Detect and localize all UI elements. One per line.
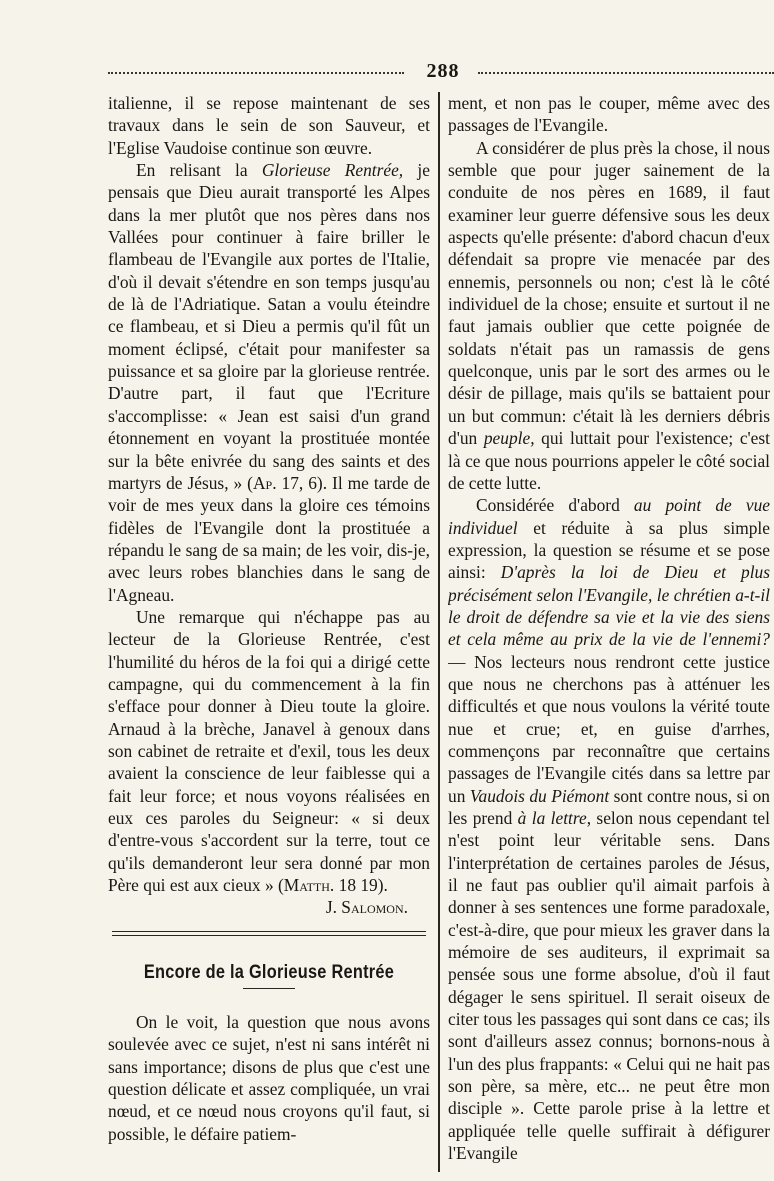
- paragraph: On le voit, la question que nous avons soulevée avec ce sujet, n'est ni sans intérêt ni sans importance; disons de plus que c'est une question délicate et assez compliquée, un vrai nœud, et ce nœud nous croyons qu'il faut, si possible, le défaire patiem-: [108, 1012, 430, 1144]
- paragraph: italienne, il se repose maintenant de ses travaux dans le sein de son Sauveur, et l'Eglise Vaudoise continue son œuvre.: [108, 93, 430, 158]
- text-run: 19).: [356, 875, 388, 896]
- text-run: , selon nous cependant tel n'est point leur véritable sens. Dans l'interprétation de certaines paroles de Jésus, il ne faut pas oublier qu'il aimait parfois à donner à ses sentences une forme paradoxale, c'est-à-dire, que pour mieux les graver dans la mémoire de ses auditeurs, il exprimait sa pensée sous une forme absolue, d'où il faut dégager le sens spirituel. Il serait oiseux de citer tous les passages qui sont dans ce cas; ils sont d'ailleurs assez connus; bornons-nous à l'un des plus frappants: « Celui qui ne hait pas son père, sa mère, etc... ne peut être mon disciple ». Cette parole prise à la lettre et appliquée telle quelle suffirait à défigurer l'Evangile: [448, 808, 770, 1164]
- text-run: Considérée d'abord: [476, 495, 634, 516]
- column-divider: [438, 92, 440, 1172]
- header-rule-right: [478, 72, 774, 74]
- article-title: Encore de la Glorieuse Rentrée: [143, 961, 395, 983]
- italic-word: peuple,: [483, 428, 535, 449]
- italic-phrase: à la lettre: [517, 808, 587, 828]
- text-run: qui luttait pour l'existence; c'est là ce que nous pourrions appeler le côté social de cette lutte.: [448, 428, 770, 493]
- text-run: et réduite à sa plus simple expression, la question se résume et se pose ainsi:: [448, 517, 770, 583]
- text-run: sont contre nous, si on les prend: [448, 785, 770, 828]
- author-signature: J. Salomon.: [325, 897, 408, 918]
- bible-reference: Matth. 18: [283, 875, 357, 896]
- text-run: En relisant la: [136, 160, 262, 181]
- page-number: 288: [426, 60, 460, 82]
- text-run: — Nos lecteurs nous rendront cette justice que nous ne cherchons pas à atténuer les difficultés et que nous voulons la vérité toute nue et crue; et, en guise d'arrhes, commençons par reconnaître que certains passages de l'Evangile cités dans sa lettre par un: [448, 651, 770, 806]
- italic-phrase: au point de vue individuel: [448, 495, 770, 538]
- paragraph: [108, 606, 430, 896]
- text-run: Une remarque qui n'échappe pas au lecteur de la Glorieuse Rentrée, c'est l'humilité du héros de la foi qui a dirigé cette campagne, qui du commencement à la fin s'efface pour donner à Dieu toute la gloire. Arnaud à la brèche, Janavel à genoux dans son cabinet de retraite et d'exil, tous les deux avaient la conscience de leur faiblesse qui a fait leur force; et nous voyons réalisées en eux ces paroles du Seigneur: « si deux d'entre-vous s'accordent sur la terre, tout ce qu'ils demanderont leur sera donné par mon Père qui est aux cieux » (: [108, 606, 430, 896]
- page-header: [108, 60, 774, 82]
- text-run: ). Il me tarde de voir de mes yeux dans la gloire ces témoins fidèles de l'Evangile dont la prostituée a répandu le sang de sa main; de les voir, dis-je, avec leurs robes blanchies dans le sang de l'Agneau.: [108, 472, 430, 605]
- italic-phrase: Vaudois du Piémont: [469, 785, 610, 806]
- title-underline: [243, 988, 295, 989]
- paragraph: [448, 137, 770, 495]
- paragraph: [108, 159, 430, 606]
- text-run: A considérer de plus près la chose, il nous semble que pour juger sainement de la conduite de nos pères en 1689, il faut examiner leur guerre défensive sous les deux aspects qu'elle présente: d'abord chacun d'eux défendait sa propre vie menacée par des ennemis, personnels ou non; c'est là le côté individuel de la chose; ensuite et surtout il ne faut jamais oublier que cette poignée de soldats n'était pas un ramassis de gens quelconque, unis par le sort des armes ou le désir de pillage, mais qu'ils se battaient pour un but commun: c'était là les derniers débris d'un: [448, 137, 770, 449]
- header-rule-left: [108, 72, 404, 74]
- paragraph: [448, 494, 770, 1164]
- article-separator: [112, 931, 426, 936]
- italic-question: D'après la loi de Dieu et plus précisément selon l'Evangile, le chrétien a-t-il le droit de défendre sa vie et la vie des siens et cela même au prix de la vie de l'ennemi?: [448, 562, 770, 650]
- left-column: [108, 92, 430, 1145]
- bible-reference: Ap. 17, 6: [252, 472, 317, 493]
- right-column: [448, 92, 770, 1165]
- italic-title: Glorieuse Rentrée,: [261, 160, 404, 181]
- text-run: je pensais que Dieu aurait transporté les Alpes dans la mer plutôt que nos pères dans nos Vallées pour continuer à faire briller le flambeau de l'Evangile aux portes de l'Italie, d'où il devait s'étendre en son temps jusqu'au de là de l'Adriatique. Satan a voulu éteindre ce flambeau, et si Dieu a permis qu'il fût un moment éclipsé, c'était pour manifester sa puissance et sa gloire par la glorieuse rentrée. D'autre part, il faut que l'Ecriture s'accomplisse: « Jean est saisi d'un grand étonnement en voyant la prostituée montée sur la bête enivrée du sang des saints et des martyrs de Jésus, » (: [108, 160, 430, 493]
- paragraph: ment, et non pas le couper, même avec des passages de l'Evangile.: [448, 93, 770, 136]
